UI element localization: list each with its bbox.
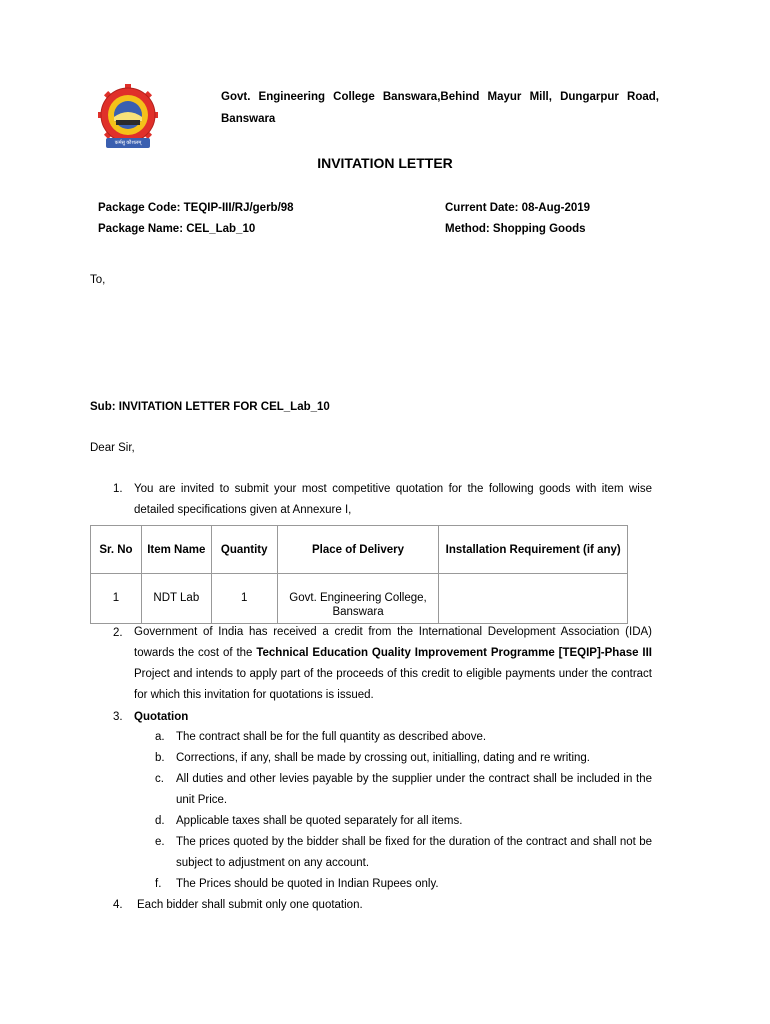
item-text: You are invited to submit your most competitive quotation for the following goods with item wise detailed specifications given at Annexure I,: [134, 483, 652, 516]
table-cell: 1: [211, 574, 277, 624]
subitem-text: All duties and other levies payable by the supplier under the contract shall be included in the unit Price.: [176, 773, 652, 806]
table-header-row: [91, 526, 628, 574]
item-number: 4.: [113, 899, 123, 911]
item-text-part: Government of India has received a credit from the International Development Association (IDA) towards the cost of the: [134, 626, 652, 659]
subitem-text: The contract shall be for the full quantity as described above.: [176, 731, 487, 743]
table-row: [91, 574, 628, 624]
package-code: Package Code: TEQIP-III/RJ/gerb/98: [98, 202, 294, 214]
subitem-text: Corrections, if any, shall be made by crossing out, initialling, dating and re writing.: [176, 752, 590, 764]
item-number: 3.: [113, 711, 123, 723]
subitem-letter: a.: [155, 731, 165, 743]
programme-name: Technical Education Quality Improvement Programme [TEQIP]-Phase III: [256, 647, 652, 659]
table-header: Sr. No: [91, 526, 142, 574]
table-header: Installation Requirement (if any): [439, 526, 628, 574]
table-cell: [439, 574, 628, 624]
subitem-text: The prices quoted by the bidder shall be fixed for the duration of the contract and shall not be subject to adjustment on any account.: [176, 836, 652, 869]
table-header: Quantity: [211, 526, 277, 574]
table-cell: NDT Lab: [141, 574, 211, 624]
subitem-letter: d.: [155, 815, 165, 827]
page-title: INVITATION LETTER: [317, 155, 453, 171]
goods-table: [90, 525, 628, 624]
addressee-label: To,: [90, 274, 106, 286]
table-cell: 1: [91, 574, 142, 624]
procurement-method: Method: Shopping Goods: [445, 223, 586, 235]
table-header: Place of Delivery: [277, 526, 439, 574]
current-date: Current Date: 08-Aug-2019: [445, 202, 591, 214]
subitem-letter: c.: [155, 773, 164, 785]
college-address: Govt. Engineering College Banswara,Behind Mayur Mill, Dungarpur Road, Banswara: [221, 91, 659, 125]
section-heading: Quotation: [134, 711, 189, 723]
subitem-letter: e.: [155, 836, 165, 848]
table-cell: Govt. Engineering College, Banswara: [277, 574, 439, 624]
subitem-text: The Prices should be quoted in Indian Rupees only.: [176, 878, 439, 890]
item-number: 2.: [113, 627, 123, 639]
subitem-letter: f.: [155, 878, 162, 890]
college-logo: [98, 84, 158, 150]
salutation: Dear Sir,: [90, 442, 135, 454]
package-name: Package Name: CEL_Lab_10: [98, 223, 256, 235]
table-header: Item Name: [141, 526, 211, 574]
item-text: [134, 622, 652, 706]
subitem-letter: b.: [155, 752, 165, 764]
logo-motto: कर्मसु कौशलम्: [114, 140, 142, 146]
subitem-text: Applicable taxes shall be quoted separately for all items.: [176, 815, 463, 827]
item-text-part: Project and intends to apply part of the proceeds of this credit to eligible payments under the contract for which this invitation for quotations is issued.: [134, 668, 652, 701]
item-number: 1.: [113, 483, 123, 495]
item-text: Each bidder shall submit only one quotation.: [137, 899, 363, 911]
subject-line: Sub: INVITATION LETTER FOR CEL_Lab_10: [90, 401, 330, 413]
